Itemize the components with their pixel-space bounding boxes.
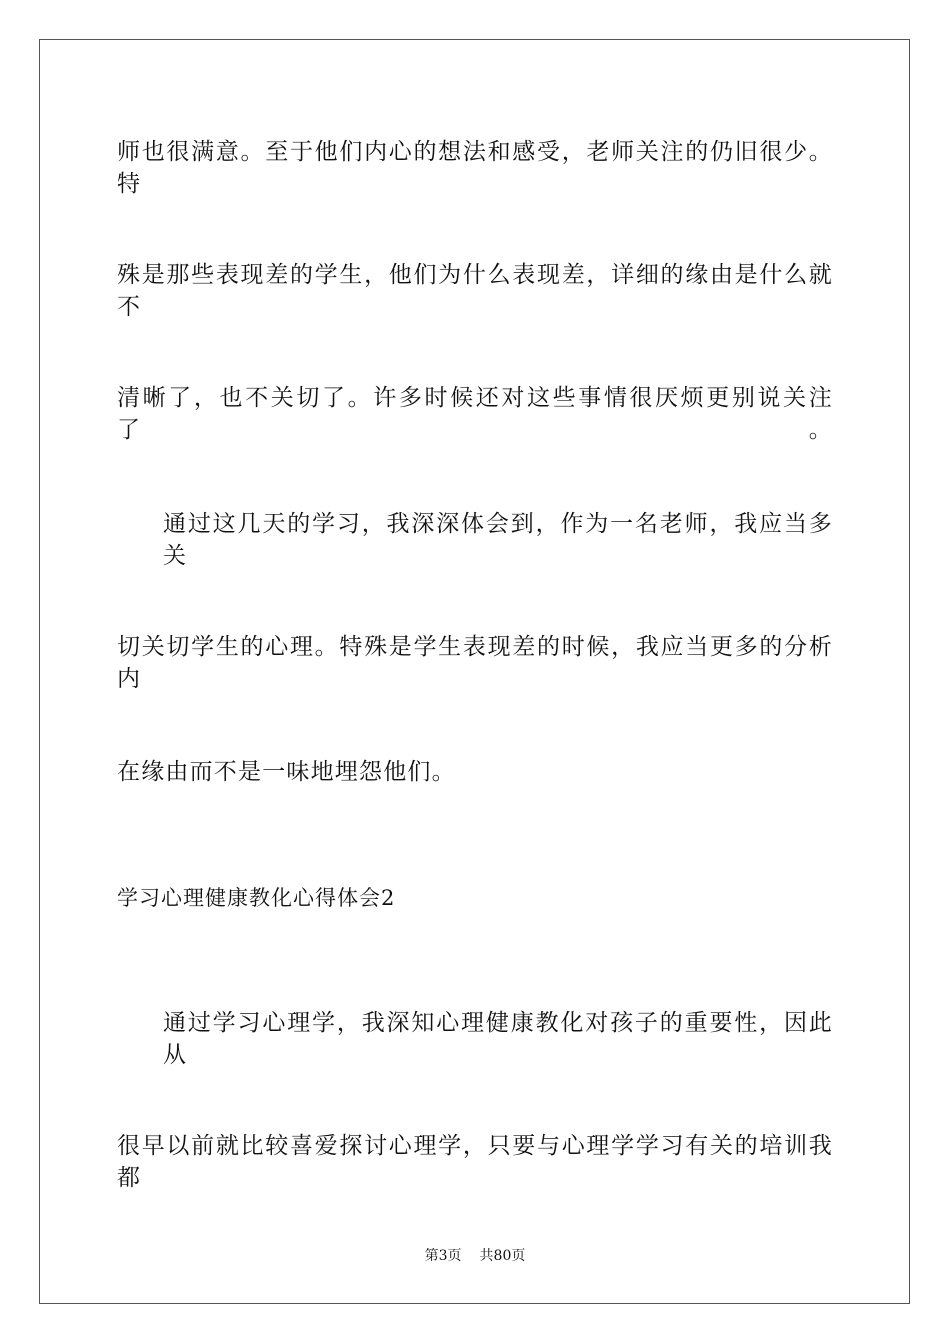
paragraph-line: 师也很满意。至于他们内心的想法和感受，老师关注的仍旧很少。特 [117, 139, 833, 197]
section-heading: 学习心理健康教化心得体会2 [117, 886, 396, 910]
page-number: 第3页 [424, 1248, 462, 1264]
paragraph-line: 很早以前就比较喜爱探讨心理学，只要与心理学学习有关的培训我都 [117, 1133, 833, 1191]
paragraph-line: 在缘由而不是一味地埋怨他们。 [117, 759, 456, 785]
paragraph-line: 切关切学生的心理。特殊是学生表现差的时候，我应当更多的分析内 [117, 634, 833, 692]
paragraph-line: 殊是那些表现差的学生，他们为什么表现差，详细的缘由是什么就不 [117, 262, 833, 320]
page-footer [0, 1246, 950, 1266]
paragraph-line: 清晰了，也不关切了。许多时候还对这些事情很厌烦更别说关注了。 [117, 385, 833, 443]
paragraph-line-indented: 通过学习心理学，我深知心理健康教化对孩子的重要性，因此从 [163, 1010, 833, 1068]
paragraph-line-indented: 通过这几天的学习，我深深体会到，作为一名老师，我应当多关 [163, 511, 833, 569]
page-total: 共80页 [479, 1248, 526, 1264]
